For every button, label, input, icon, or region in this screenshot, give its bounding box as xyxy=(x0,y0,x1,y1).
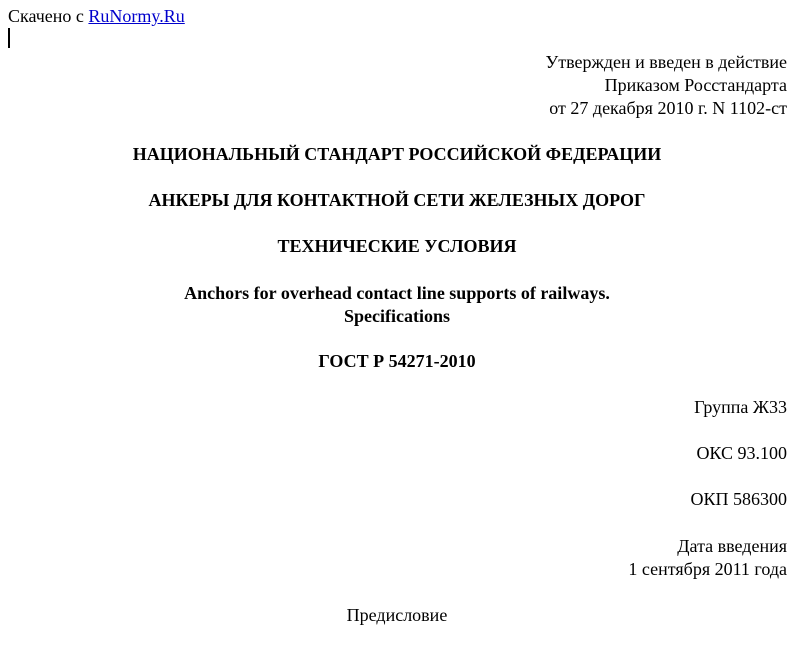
section-heading-foreword: Предисловие xyxy=(346,605,448,625)
standard-code: ГОСТ Р 54271-2010 xyxy=(318,351,476,371)
download-source-prefix: Скачено с xyxy=(8,6,84,26)
standard-type-title: НАЦИОНАЛЬНЫЙ СТАНДАРТ РОССИЙСКОЙ ФЕДЕРАЦИИ xyxy=(132,144,662,164)
standard-name-title: АНКЕРЫ ДЛЯ КОНТАКТНОЙ СЕТИ ЖЕЛЕЗНЫХ ДОРОГ xyxy=(148,190,646,210)
classification-group: Группа Ж33 xyxy=(694,397,787,417)
approval-line-1: Утвержден и введен в действие xyxy=(545,52,787,72)
effective-date-label: Дата введения xyxy=(677,536,787,556)
download-source-line xyxy=(8,5,185,27)
english-title-line-1: Anchors for overhead contact line supports of railways. xyxy=(184,283,610,303)
approval-line-3: от 27 декабря 2010 г. N 1102-ст xyxy=(549,98,787,118)
standard-subtitle: ТЕХНИЧЕСКИЕ УСЛОВИЯ xyxy=(277,236,517,256)
english-title-line-2: Specifications xyxy=(344,306,450,326)
effective-date-value: 1 сентября 2011 года xyxy=(628,559,787,579)
classification-oks: ОКС 93.100 xyxy=(696,443,787,463)
text-cursor xyxy=(8,28,10,48)
approval-line-2: Приказом Росстандарта xyxy=(604,75,787,95)
classification-okp: ОКП 586300 xyxy=(690,489,787,509)
source-link[interactable]: RuNormy.Ru xyxy=(88,6,185,26)
